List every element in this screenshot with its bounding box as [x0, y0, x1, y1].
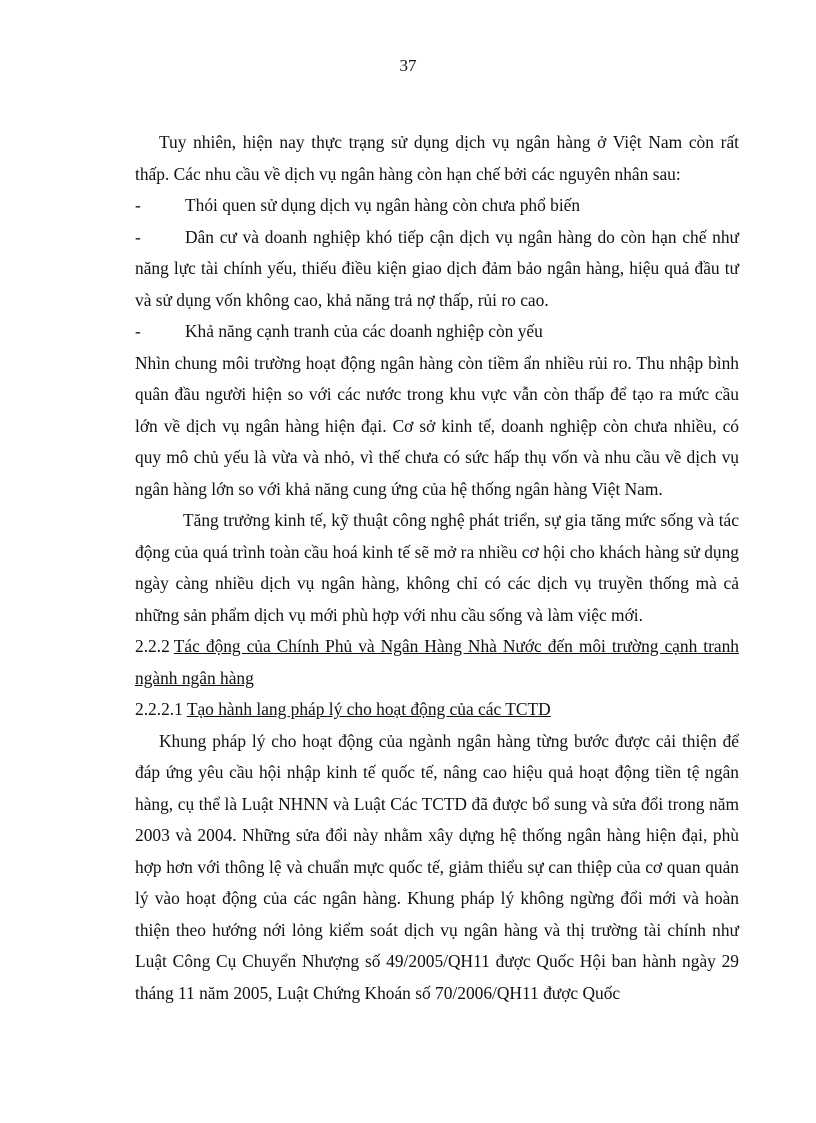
paragraph-legal-framework: Khung pháp lý cho hoạt động của ngành ngân hàng từng bước được cải thiện để đáp ứng yêu cầu hội nhập kinh tế quốc tế, nâng cao hiệu quả hoạt động tiền tệ ngân hàng, cụ thể là Luật NHNN và Luật Các TCTD đã được bổ sung và sửa đổi trong năm 2003 và 2004. Những sửa đổi này nhằm xây dựng hệ thống ngân hàng hiện đại, phù hợp hơn với thông lệ và chuẩn mực quốc tế, giảm thiểu sự can thiệp của cơ quan quản lý vào hoạt động của các ngân hàng. Khung pháp lý không ngừng đổi mới và hoàn thiện theo hướng nới lỏng kiểm soát dịch vụ ngân hàng và thị trường tài chính như Luật Công Cụ Chuyển Nhượng số 49/2005/QH11 được Quốc Hội ban hành ngày 29 tháng 11 năm 2005, Luật Chứng Khoán số 70/2006/QH11 được Quốc — [135, 730, 739, 1003]
section-number: 2.2.2.1 — [135, 699, 183, 719]
bullet-text: Khả năng cạnh tranh của các doanh nghiệp còn yếu — [185, 321, 543, 341]
bullet-item — [135, 222, 739, 317]
section-title: Tạo hành lang pháp lý cho hoạt động của các TCTD — [186, 699, 551, 719]
paragraph-growth: Tăng trưởng kinh tế, kỹ thuật công nghệ phát triển, sự gia tăng mức sống và tác động của quá trình toàn cầu hoá kinh tế sẽ mở ra nhiều cơ hội cho khách hàng sử dụng ngày càng nhiều dịch vụ ngân hàng, không chỉ có các dịch vụ truyền thống mà cả những sản phẩm dịch vụ mới phù hợp với nhu cầu sống và làm việc mới. — [135, 510, 739, 625]
section-title: Tác động của Chính Phủ và Ngân Hàng Nhà Nước đến môi trường cạnh tranh ngành ngân hàng — [135, 636, 739, 688]
bullet-text: Dân cư và doanh nghiệp khó tiếp cận dịch vụ ngân hàng do còn hạn chế như năng lực tài chính yếu, thiếu điều kiện giao dịch đảm bảo ngân hàng, hiệu quả đầu tư và sử dụng vốn không cao, khả năng trả nợ thấp, rủi ro cao. — [135, 226, 739, 310]
document-body — [135, 127, 739, 1009]
section-heading-2-2-2-1 — [135, 694, 739, 726]
bullet-marker: - — [135, 321, 141, 341]
bullet-marker: - — [135, 195, 141, 215]
page-number: 37 — [399, 56, 417, 75]
bullet-text: Thói quen sử dụng dịch vụ ngân hàng còn chưa phổ biến — [185, 195, 581, 215]
bullet-item — [135, 316, 739, 348]
paragraph-environment: Nhìn chung môi trường hoạt động ngân hàng còn tiềm ẩn nhiều rủi ro. Thu nhập bình quân đầu người hiện so với các nước trong khu vực vẫn còn thấp để tạo ra mức cầu lớn về dịch vụ ngân hàng hiện đại. Cơ sở kinh tế, doanh nghiệp còn chưa nhiều, có quy mô chủ yếu là vừa và nhỏ, vì thế chưa có sức hấp thụ vốn và nhu cầu về dịch vụ ngân hàng lớn so với khả năng cung ứng của hệ thống ngân hàng Việt Nam. — [135, 352, 739, 499]
paragraph-intro: Tuy nhiên, hiện nay thực trạng sử dụng dịch vụ ngân hàng ở Việt Nam còn rất thấp. Các nhu cầu về dịch vụ ngân hàng còn hạn chế bởi các nguyên nhân sau: — [135, 132, 739, 184]
section-number: 2.2.2 — [135, 636, 170, 656]
bullet-marker: - — [135, 226, 141, 247]
section-heading-2-2-2 — [135, 631, 739, 694]
bullet-item — [135, 190, 739, 222]
